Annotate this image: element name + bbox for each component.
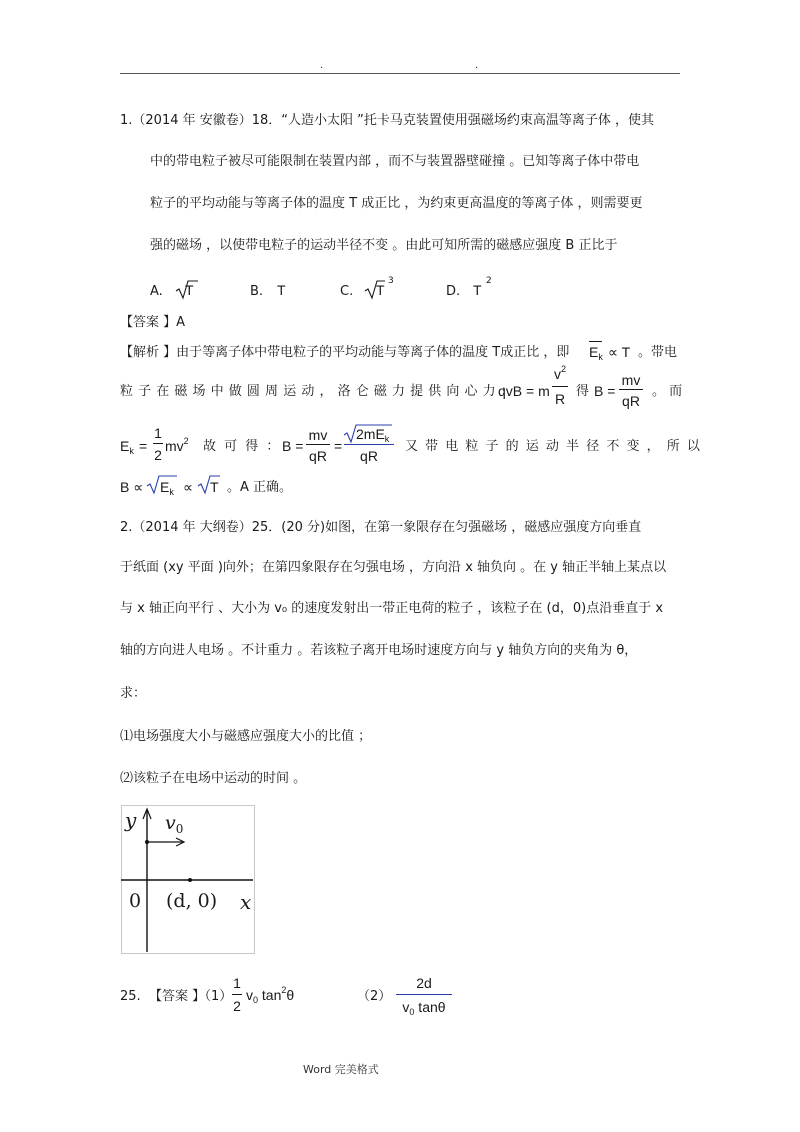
- eq4-denominator: qR: [309, 448, 327, 464]
- q2-line1: 2.（2014 年 大纲卷）25．(20 分)如图，在第一象限存在匀强磁场 ，磁感应强度方向垂直: [120, 520, 642, 535]
- footer-text: Word 完美格式: [303, 1063, 379, 1076]
- option-c-exp: 3: [388, 276, 394, 286]
- eq4-sqrt-content: $2mE_k$: [356, 426, 390, 444]
- q1-analysis-line1-end: 。带电: [638, 345, 678, 360]
- ans2-denominator: $v_0$ tanθ: [402, 999, 446, 1017]
- q2-answer-label: 【答案 】: [148, 989, 206, 1004]
- eq4-equals: =: [334, 438, 343, 454]
- eq1-numerator: $v^2$: [553, 364, 566, 382]
- launch-point-dot: [145, 840, 149, 844]
- option-b-label: B.: [250, 284, 264, 299]
- eq2-denominator: qR: [622, 393, 640, 409]
- q1-answer-label: 【答案 】: [120, 315, 177, 330]
- eq3-text: 故 可 得 ：: [203, 439, 282, 454]
- q2-ans1-label: （1）: [198, 989, 233, 1004]
- figure-point-label: (d, 0): [166, 890, 218, 912]
- header-dot-right: .: [475, 60, 479, 71]
- ek-overbar: [589, 341, 602, 342]
- q1-analysis-line2: 粒 子 在 磁 场 中 做 圆 周 运 动 ， 洛 仑 磁 力 提 供 向 心 力 ：: [120, 384, 515, 399]
- header-dot-left: .: [320, 60, 324, 71]
- q1-line4: 强的磁场 ，以使带电粒子的运动半径不变 。由此可知所需的磁感应强度 B 正比于: [150, 238, 618, 253]
- eq2-end: 。 而: [652, 384, 683, 399]
- ek-bar-symbol: $E_k$: [589, 344, 603, 362]
- q2-line4: 轴的方向进人电场 。不计重力 。若该粒子离开电场时速度方向与 y 轴负方向的夹角为 θ，: [120, 643, 638, 658]
- ans2-fraction-bar: [396, 994, 452, 995]
- q1-analysis-label: 【解析 】: [120, 345, 177, 360]
- eq4-fraction-bar: [306, 444, 330, 445]
- q2-part1: ⑴电场强度大小与磁感应强度大小的比值 ；: [120, 729, 372, 744]
- q2-line2: 于纸面 (xy 平面 )向外；在第四象限存在匀强电场 ，方向沿 x 轴负向 。在 y 轴正半轴上某点以: [120, 560, 667, 575]
- eq4-numerator: mv: [308, 427, 328, 443]
- eq4-left: B =: [282, 438, 304, 454]
- q2-part2: ⑵该粒子在电场中运动的时间 。: [120, 771, 307, 786]
- q2-ans2-label: （2）: [357, 989, 392, 1004]
- q2-line5: 求：: [120, 686, 147, 701]
- ans1-denominator: 2: [233, 998, 241, 1014]
- option-a-label: A.: [150, 284, 163, 299]
- eq4-fraction-bar-2: [344, 444, 394, 445]
- eq5-ek: $E_k$: [160, 479, 174, 497]
- q1-answer-value: A: [176, 315, 186, 330]
- ans1-fraction-bar: [232, 994, 242, 995]
- option-a-arg: T: [185, 282, 194, 298]
- option-d-label: D.: [446, 284, 461, 299]
- ans1-numerator: 1: [233, 975, 241, 991]
- figure-y-label: y: [125, 808, 137, 832]
- q1-answer: [120, 315, 185, 331]
- q1-analysis-text1: 由于等离子体中带电粒子的平均动能与等离子体的温度 T成正比 ，即: [176, 345, 570, 360]
- eq1-fraction-bar: [552, 386, 568, 387]
- eq1-mid-text: 得: [576, 384, 590, 399]
- q2-answer-prefix: 25. 【答案 】: [120, 989, 206, 1004]
- eq2-fraction-bar: [619, 389, 643, 390]
- header-rule: [120, 73, 680, 74]
- eq2-left: B =: [594, 383, 616, 399]
- option-d-value: T: [473, 282, 482, 298]
- q1-line3: 粒子的平均动能与等离子体的温度 T 成正比 ，为约束更高温度的等离子体 ，则需要更: [150, 196, 643, 211]
- option-d-exp: 2: [486, 276, 492, 286]
- eq3-numerator: 1: [154, 425, 162, 441]
- eq2-numerator: mv: [621, 372, 641, 388]
- figure-origin-label: 0: [129, 890, 142, 912]
- q1-line2: 中的带电粒子被尽可能限制在装置内部 ，而不与装置器壁碰撞 。已知等离子体中带电: [150, 154, 640, 169]
- option-c-label: C.: [340, 284, 354, 299]
- eq1-denominator: R: [554, 391, 566, 407]
- eq3-left: $E_k$: [120, 438, 134, 456]
- entry-point-dot: [188, 878, 192, 882]
- eq1-left: qvB = m: [498, 383, 550, 399]
- figure-x-label: x: [240, 890, 252, 914]
- ans2-numerator: 2d: [416, 975, 432, 991]
- eq5-t: T: [210, 479, 219, 495]
- q1-analysis-line1: [120, 345, 569, 361]
- eq4-denominator-2: qR: [360, 448, 378, 464]
- figure-axes: [121, 805, 261, 955]
- option-b-value: T: [277, 282, 286, 298]
- ek-propto-t: ∝ T: [608, 344, 631, 360]
- eq3-equals: =: [139, 438, 148, 454]
- eq3-denominator: 2: [154, 447, 162, 463]
- eq5-propto: ∝: [183, 479, 194, 495]
- eq5-b: B ∝: [120, 479, 144, 495]
- eq4-text: 又 带 电 粒 子 的 运 动 半 径 不 变 ， 所 以: [405, 439, 702, 454]
- eq3-fraction-bar: [153, 443, 163, 444]
- option-c-arg: T: [376, 282, 385, 298]
- figure-v0-label: $v_0$: [165, 812, 184, 836]
- eq5-end: 。A 正确。: [227, 480, 293, 495]
- q1-line1: 1.（2014 年 安徽卷）18．“人造小太阳 ”托卡马克装置使用强磁场约束高温等离子体 ，使其: [120, 113, 655, 128]
- ans1-expression: $v_0$ $\tan^2\theta$: [246, 985, 295, 1005]
- q2-line3: 与 x 轴正向平行 、大小为 v₀ 的速度发射出一带正电荷的粒子 ，该粒子在 (d，0)点沿垂直于 x: [120, 601, 664, 616]
- eq3-mv: $mv^2$: [165, 436, 189, 454]
